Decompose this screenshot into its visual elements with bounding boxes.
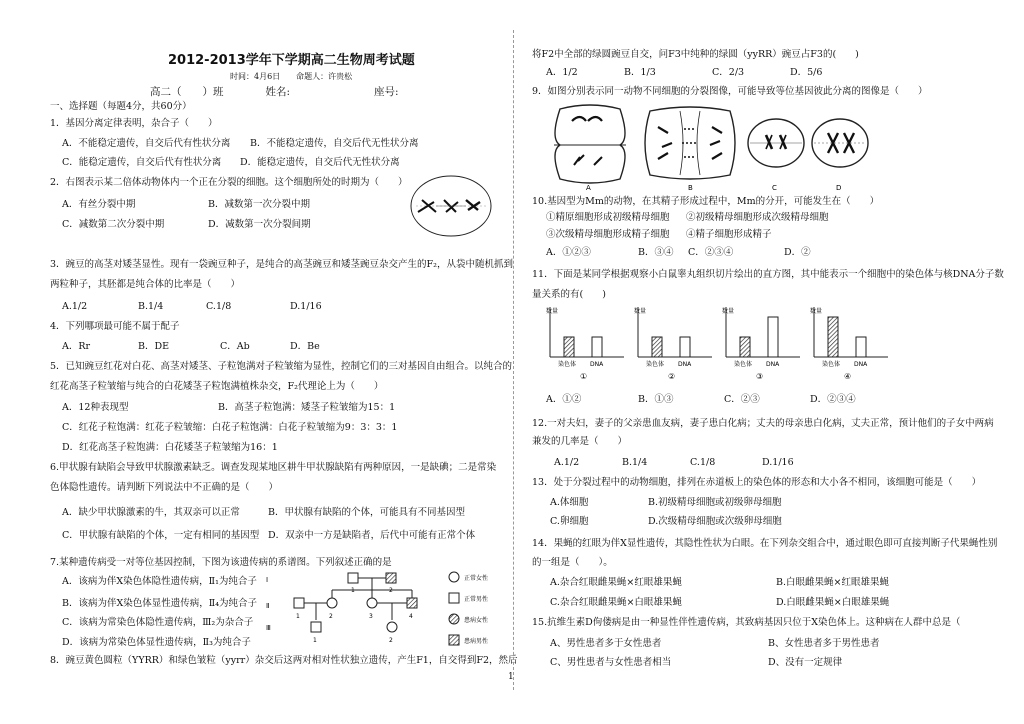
q11-option-b: B．①③: [638, 394, 674, 405]
bar-dna: [768, 317, 778, 357]
q12-stem-line2: 兼发的几率是（ ）: [532, 436, 628, 447]
histogram-2: [634, 307, 712, 381]
q6-option-c: C．甲状腺有缺陷的个体，一定有相同的基因型: [62, 530, 260, 541]
q5-stem-line2: 红花高茎子粒皱缩与纯合的白花矮茎子粒饱满植株杂交，F₂代理论上为（ ）: [50, 381, 384, 392]
cell-figure-c: [748, 119, 804, 191]
g2-num-2: 2: [329, 613, 333, 620]
q5-option-c: C．红花子粒饱满：红花子粒皱缩：白花子粒饱满：白花子粒皱缩为9：3：3：1: [62, 422, 398, 433]
q11-option-a: A．①②: [546, 394, 582, 405]
q7-option-a: A．该病为伴X染色体隐性遗传病，Ⅱ₁为纯合子: [62, 576, 257, 587]
q10-item-1: ①精原细胞形成初级精母细胞: [546, 212, 670, 223]
bar-chromosome: [564, 337, 574, 357]
cell-label-b: B: [688, 184, 693, 191]
q13-option-d: D.次级精母细胞或次级卵母细胞: [648, 516, 782, 527]
gen3-male-1: [311, 622, 321, 632]
q8-stem-line2: 将F2中全部的绿圆豌豆自交，问F3中纯种的绿圆（yyRR）豌豆占F3的( ): [532, 49, 859, 60]
q8-option-a: A．1/2: [546, 67, 578, 78]
q7-stem: 7.某种遗传病受一对等位基因控制，下图为该遗传病的系谱图。下列叙述正确的是: [50, 557, 392, 568]
cell-label-a: A: [586, 184, 591, 191]
gen-label-1: Ⅰ: [266, 576, 269, 584]
page-number: 1: [508, 672, 514, 682]
g3-num-1: 1: [313, 637, 317, 644]
x-tick-label: DNA: [854, 361, 868, 368]
q9-stem: 9．如图分别表示同一动物不同细胞的分裂图像，可能导致等位基因彼此分离的图像是（ ）: [532, 86, 928, 97]
q3-option-c: C.1/8: [206, 301, 232, 312]
column-divider: [513, 30, 514, 690]
q10-item-3: ③次级精母细胞形成精子细胞: [546, 229, 670, 240]
cell-figure-a: [554, 105, 626, 191]
q5-stem-line1: 5．已知豌豆红花对白花、高茎对矮茎、子粒饱满对子粒皱缩为显性，控制它们的三对基因自由组合。以纯合的: [50, 361, 513, 372]
cell-division-figures: [550, 103, 870, 191]
legend-normal-male: 正常男性: [464, 596, 489, 603]
bar-chromosome: [652, 337, 662, 357]
q12-option-b: B.1/4: [622, 457, 648, 468]
exam-title: 2012-2013学年下学期高二生物周考试题: [168, 53, 415, 68]
histogram-ylabel: 数量: [722, 308, 735, 315]
dividing-cell-figure: [408, 172, 494, 238]
q11-option-d: D．②③④: [810, 394, 856, 405]
x-tick-label: 染色体: [822, 361, 841, 368]
q10-item-2: ②初级精母细胞形成次级精母细胞: [686, 212, 829, 223]
q10-item-4: ④精子细胞形成精子: [686, 229, 772, 240]
legend-affected-male: 患病男性: [464, 638, 489, 645]
gen-label-3: Ⅲ: [266, 624, 271, 632]
q6-stem-line1: 6.甲状腺有缺陷会导致甲状腺激素缺乏。调查发现某地区耕牛甲状腺缺陷有两种原因，一是缺碘；二是常染: [50, 462, 497, 473]
x-tick-label: DNA: [590, 361, 604, 368]
gen2-female-1: [327, 598, 337, 608]
q14-stem-line2: 的一组是（ ）。: [532, 557, 613, 568]
gen2-female-2: [367, 598, 377, 608]
q8-option-b: B．1/3: [624, 67, 656, 78]
pedigree-chart: [262, 568, 498, 656]
q2-stem: 2．右图表示某二倍体动物体内一个正在分裂的细胞。这个细胞所处的时期为（ ）: [50, 177, 408, 188]
q7-option-b: B．该病为伴X染色体显性遗传病，Ⅱ₄为纯合子: [62, 598, 258, 609]
bar-dna: [680, 337, 690, 357]
q13-option-b: B.初级精母细胞或初级卵母细胞: [648, 497, 782, 508]
q8-option-c: C．2/3: [712, 67, 745, 78]
gen1-male-normal: [348, 573, 358, 583]
cell-figure-d: [812, 119, 868, 191]
histogram-charts: [544, 305, 914, 385]
bar-chromosome: [828, 317, 838, 357]
gen1-female-affected: [386, 573, 396, 583]
exam-meta: 时间：4月6日 命题人：许贵松: [230, 72, 353, 81]
q10-option-c: C．②③④: [688, 247, 734, 258]
q14-option-b: B.白眼雌果蝇×红眼雄果蝇: [776, 577, 889, 588]
gen-label-2: Ⅱ: [266, 602, 270, 610]
q12-option-d: D.1/16: [762, 457, 794, 468]
x-tick-label: DNA: [678, 361, 692, 368]
g1-num-2: 2: [389, 587, 393, 594]
q14-option-a: A.杂合红眼雌果蝇×红眼雄果蝇: [550, 577, 682, 588]
q2-option-b: B．减数第一次分裂中期: [208, 199, 310, 210]
histogram-number: ③: [756, 372, 764, 381]
q5-option-b: B．高茎子粒饱满：矮茎子粒皱缩为15：1: [218, 402, 396, 413]
legend-normal-female: 正常女性: [464, 575, 489, 582]
q6-option-d: D．双亲中一方是缺陷者，后代中可能有正常个体: [268, 530, 476, 541]
legend-affected-female: 患病女性: [464, 617, 489, 624]
q13-option-a: A.体细胞: [550, 497, 589, 508]
q3-option-d: D.1/16: [290, 301, 322, 312]
histogram-ylabel: 数量: [546, 308, 559, 315]
q2-option-d: D．减数第一次分裂间期: [208, 219, 311, 230]
class-name-line: 高二（ ）班 姓名: 座号:: [150, 86, 399, 98]
g2-num-4: 4: [409, 613, 413, 620]
q1-option-d: D．能稳定遗传，自交后代无性状分离: [240, 157, 400, 168]
q10-option-d: D．②: [784, 247, 811, 258]
q11-option-c: C．②③: [724, 394, 760, 405]
q6-option-b: B．甲状腺有缺陷的个体，可能具有不同基因型: [268, 507, 465, 518]
cell-figure-b: [645, 107, 735, 191]
histogram-number: ①: [580, 372, 588, 381]
q7-option-c: C．该病为常染色体隐性遗传病，Ⅲ₂为杂合子: [62, 617, 254, 628]
q1-option-c: C．能稳定遗传，自交后代有性状分离: [62, 157, 222, 168]
histogram-3: [722, 307, 800, 381]
q1-option-a: A．不能稳定遗传，自交后代有性状分离: [62, 138, 231, 149]
q11-stem-line1: 11．下面是某同学根据观察小白鼠睾丸组织切片绘出的直方图，其中能表示一个细胞中的染色体与核DNA分子数: [532, 269, 1004, 280]
q15-option-a: A、男性患者多于女性患者: [550, 638, 662, 649]
g1-num-1: 1: [351, 587, 355, 594]
gen3-female-2: [387, 622, 397, 632]
q1-option-b: B．不能稳定遗传，自交后代无性状分离: [250, 138, 419, 149]
x-tick-label: 染色体: [646, 361, 665, 368]
q8-option-d: D．5/6: [790, 67, 823, 78]
q1-stem: 1．基因分离定律表明，杂合子（ ）: [50, 118, 218, 129]
q4-option-c: C．Ab: [220, 341, 250, 352]
q6-stem-line2: 色体隐性遗传。请判断下列说法中不正确的是（ ）: [50, 482, 279, 493]
q8-stem-line1: 8．豌豆黄色圆粒（YYRR）和绿色皱粒（yyrr）杂交后这两对相对性状独立遗传，产生F1，自交得到F2，然后: [50, 655, 518, 666]
q3-stem-line2: 两粒种子，其胚都是纯合体的比率是（ ）: [50, 279, 241, 290]
histogram-ylabel: 数量: [810, 308, 823, 315]
cell-label-c: C: [772, 184, 777, 191]
q11-stem-line2: 量关系的有( ): [532, 289, 606, 300]
q10-option-a: A．①②③: [546, 247, 591, 258]
q3-option-b: B.1/4: [138, 301, 164, 312]
histogram-number: ②: [668, 372, 676, 381]
q15-option-b: B、女性患者多于男性患者: [768, 638, 880, 649]
gen2-male-1: [294, 598, 304, 608]
q14-option-d: D.白眼雌果蝇×白眼雄果蝇: [776, 597, 890, 608]
bar-dna: [856, 337, 866, 357]
q14-stem-line1: 14．果蝇的红眼为伴X显性遗传，其隐性性状为白眼。在下列杂交组合中，通过眼色即可直接判断子代果蝇性别: [532, 538, 998, 549]
q2-option-a: A．有丝分裂中期: [62, 199, 136, 210]
q15-option-d: D、没有一定规律: [768, 657, 843, 668]
x-tick-label: 染色体: [558, 361, 577, 368]
q14-option-c: C.杂合红眼雌果蝇×白眼雄果蝇: [550, 597, 682, 608]
gen2-male-affected: [407, 598, 417, 608]
q5-option-a: A．12种表现型: [62, 402, 129, 413]
q13-stem: 13．处于分裂过程中的动物细胞，排列在赤道板上的染色体的形态和大小各不相同，该细胞可能是（ ）: [532, 477, 982, 488]
g3-num-2: 2: [389, 637, 393, 644]
q4-option-d: D．Be: [290, 341, 320, 352]
g2-num-1: 1: [296, 613, 300, 620]
q12-option-c: C.1/8: [690, 457, 716, 468]
bar-dna: [592, 337, 602, 357]
q10-stem: 10.基因型为Mm的动物，在其精子形成过程中，Mm的分开，可能发生在（ ）: [532, 196, 880, 207]
q13-option-c: C.卵细胞: [550, 516, 589, 527]
q6-option-a: A．缺少甲状腺激素的牛，其双亲可以正常: [62, 507, 240, 518]
g2-num-3: 3: [369, 613, 373, 620]
bar-chromosome: [740, 337, 750, 357]
q4-stem: 4．下列哪项最可能不属于配子: [50, 321, 180, 332]
q12-stem-line1: 12.一对夫妇，妻子的父亲患血友病，妻子患白化病；丈夫的母亲患白化病，丈夫正常，预计他们的子女中两病: [532, 418, 994, 429]
q5-option-d: D．红花高茎子粒饱满：白花矮茎子粒皱缩为16：1: [62, 442, 278, 453]
histogram-4: [810, 307, 888, 381]
q12-option-a: A.1/2: [554, 457, 580, 468]
x-tick-label: 染色体: [734, 361, 753, 368]
q2-option-c: C．减数第二次分裂中期: [62, 219, 165, 230]
histogram-1: [546, 307, 624, 381]
q3-option-a: A.1/2: [62, 301, 88, 312]
q7-option-d: D．该病为常染色体显性遗传病，Ⅱ₃为纯合子: [62, 637, 251, 648]
section-heading: 一、选择题（每题4分，共60分）: [50, 101, 192, 112]
q3-stem-line1: 3．豌豆的高茎对矮茎显性。现有一袋豌豆种子，是纯合的高茎豌豆和矮茎豌豆杂交产生的F₂，从袋中随机抓到: [50, 259, 513, 270]
q10-option-b: B．③④: [638, 247, 674, 258]
q4-option-b: B．DE: [138, 341, 170, 352]
q4-option-a: A．Rr: [62, 341, 91, 352]
cell-label-d: D: [836, 184, 842, 191]
histogram-number: ④: [844, 372, 852, 381]
q15-stem: 15.抗维生素D佝偻病是由一种显性伴性遗传病，其致病基因只位于X染色体上。这种病在人群中总是（: [532, 617, 961, 628]
x-tick-label: DNA: [766, 361, 780, 368]
histogram-ylabel: 数量: [634, 308, 647, 315]
q15-option-c: C、男性患者与女性患者相当: [550, 657, 672, 668]
